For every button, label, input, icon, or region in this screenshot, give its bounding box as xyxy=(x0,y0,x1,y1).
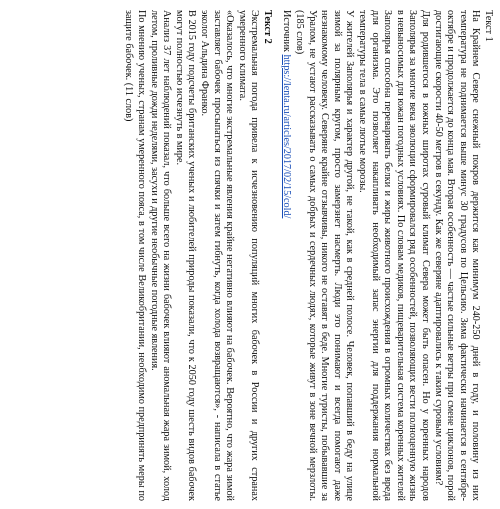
text-2-paragraph-3: В 2015 году подсчеты британских ученых и любителей природы показали, что к 2050 году шесть видов бабочек могут полностью исчезнуть в мире. xyxy=(173,10,198,501)
text-2-title: Текст 2 xyxy=(261,10,273,44)
section-gap xyxy=(273,10,280,501)
text-2-paragraph-5: По мнению ученых, странам умеренного пояса, в том числе Великобритании, необходимо предпринять меры по защите бабочек. (11 слов) xyxy=(123,10,147,501)
text-1-paragraph-3: У жителей Заполярья и характер другой, не такой, как в средней полосе. Человек, попавший в беду на улице зимой за полярным кругом, просто замерзнет насмерть. Люди это понимают и всегда помогают даже незнакомому человеку. Северяне крайне отзывчивы, никого не оставят в беде. Многие туристы, побывавшие за Уралом, не устают рассказывать о самых добрых и сердечных людях, которые живут в зоне вечной мерзлоты. (185 слов) xyxy=(294,10,356,501)
text-2-paragraph-1: Экстремальная погода привела к исчезновению популяций многих бабочек в России и других странах умеренного климата. xyxy=(236,10,261,501)
text-1-paragraph-2: Для родившегося в южных широтах суровый климат Севера может быть опасен. Но у коренных народов Заполярья за многие века эволюции сформировался ряд особенностей, позволяющих вести полноценную жизнь в невыносимых для южан погодных условиях. По словам медиков, пищеварительная система коренных жителей Заполярья способна переваривать белки и жиры животного происхождения в огромных количествах без вреда для организма. Это позволяет накапливать необходимый запас энергии для поддержания нормальной температуры тела в самые лютые морозы. xyxy=(357,10,432,501)
source-label: Источник xyxy=(281,10,293,53)
text-1-section xyxy=(280,10,494,501)
text-1-source xyxy=(280,10,293,501)
text-1-title: Текст 1 xyxy=(483,10,494,42)
source-link[interactable]: https://lenta.ru/articles/2017/02/15/cold/ xyxy=(281,54,293,219)
text-2-paragraph-2: «Оказалось, что многие экстремальные явления крайне негативно влияют на бабочек. Вероятно, что жара зимой заставляет бабочек просыпаться из спячки и затем гибнуть, когда холода возвращаются», - написала в статье эколог Альдина Франко. xyxy=(198,10,236,501)
text-2-paragraph-4: Анализ 37 лет наблюдений показал, что больше всего на жизни бабочек влияют аномальная жара зимой, холод летом, проливные дожди неделями, засухи и другие необычные погодные явления. xyxy=(148,10,173,501)
text-1-paragraph-1: На Крайнем Севере снежный покров держится как минимум 240-250 дней в году, и половину из них температура не поднимается выше минус 30 градусов по Цельсию. Зима фактически начинается в сентябре-октябре и продолжается до конца мая. Вторая особенность — частые сильные ветры при смене циклонов, порой достигающие скорости 40-50 метров в секунду. Как же северяне адаптировались к таким суровым условиям? xyxy=(432,10,482,501)
text-2-section xyxy=(122,10,273,501)
